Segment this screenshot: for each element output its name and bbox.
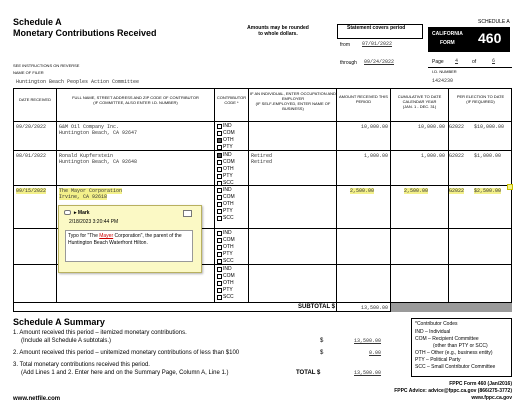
col-per-election: PER ELECTION TO DATE (IF REQUIRED) — [456, 94, 505, 104]
checkbox — [217, 238, 222, 243]
speech-bubble-icon — [64, 210, 71, 215]
fppc-advice: FPPC Advice: advice@fppc.ca.gov (866/275-3772) — [394, 388, 512, 394]
row1-address: Huntington Beach, CA 92647 — [59, 130, 138, 136]
checkbox — [217, 288, 222, 293]
checkbox — [217, 231, 222, 236]
checkbox — [217, 209, 222, 214]
through-label: through — [340, 60, 357, 66]
total-value: 13,500.00 — [354, 370, 382, 376]
summary-line1: 1. Amount received this period – itemized monetary contributions. — [13, 330, 187, 336]
page-total: 6 — [492, 58, 496, 64]
page-label: Page — [432, 59, 444, 65]
row2-employer: Retired — [251, 159, 273, 165]
row3-address: Irvine, CA 92618 — [59, 194, 108, 200]
schedule-tag: SCHEDULE A — [478, 19, 510, 25]
row1-amount: 10,000.00 — [360, 124, 388, 130]
comment-text[interactable]: Typo for "The Mayer Corporation", the parent of the Huntington Beach Waterfront Hilton. — [65, 230, 193, 262]
checkbox — [217, 160, 222, 165]
checkbox — [217, 124, 222, 129]
row2-amount: 1,000.00 — [363, 153, 388, 159]
subtotal-label: SUBTOTAL $ — [298, 304, 336, 310]
checkbox — [217, 131, 222, 136]
checkbox-checked — [217, 153, 222, 158]
checkbox — [217, 145, 222, 150]
summary-line1-sub: (Include all Schedule A subtotals.) — [21, 338, 112, 344]
checkbox — [217, 274, 222, 279]
col-occupation: IF AN INDIVIDUAL, ENTER OCCUPATION AND EMPLOYER (IF SELF-EMPLOYED, ENTER NAME OF BUSINESS) — [250, 91, 336, 111]
rounding-note: Amounts may be rounded to whole dollars. — [247, 25, 309, 37]
checkbox — [217, 167, 222, 172]
comment-datetime: 2/18/2023 3:20:44 PM — [69, 219, 119, 225]
legend-oth: OTH – Other (e.g., business entity) — [415, 350, 493, 356]
legend-ind: IND – Individual — [415, 329, 451, 335]
checkbox — [217, 216, 222, 221]
line2-dollar: $ — [320, 350, 324, 356]
row2-year: G2022 — [449, 153, 465, 159]
legend-scc: SCC – Small Contributor Committee — [415, 364, 496, 370]
col-date: DATE RECEIVED — [19, 97, 51, 102]
comment-popup[interactable] — [58, 205, 202, 273]
checkbox — [217, 174, 222, 179]
checkbox — [217, 245, 222, 250]
comment-options-icon[interactable] — [183, 210, 192, 217]
row2-address: Huntington Beach, CA 92648 — [59, 159, 138, 165]
row2-per-election: $1,000.00 — [474, 153, 502, 159]
row3-amount: 2,500.00 — [350, 188, 375, 194]
line1-dollar: $ — [320, 338, 324, 344]
summary-line2: 2. Amount received this period – unitemized monetary contributions of less than $100 — [13, 350, 240, 356]
row3-codes: IND COM OTH PTY SCC — [217, 187, 235, 222]
subtotal-value: 13,500.00 — [360, 305, 388, 311]
col-amount: AMOUNT RECEIVED THIS PERIOD — [339, 94, 388, 104]
checkbox — [217, 259, 222, 264]
checkbox — [217, 252, 222, 257]
page-number: 4 — [455, 58, 459, 64]
instructions-note: SEE INSTRUCTIONS ON REVERSE — [13, 63, 80, 68]
row4-codes: IND COM OTH PTY SCC — [217, 230, 235, 265]
row3-year: G2022 — [449, 188, 465, 194]
row3-date: 09/15/2022 — [16, 188, 47, 194]
page-of: of — [472, 59, 477, 65]
legend-com: COM – Recipient Committee — [415, 336, 479, 342]
ca-form-badge: CALIFORNIA FORM 460 — [428, 27, 510, 52]
schedule-title: Schedule A — [13, 17, 62, 27]
summary-line3: 3. Total monetary contributions received this period. — [13, 362, 150, 368]
checkbox — [217, 281, 222, 286]
schedule-subtitle: Monetary Contributions Received — [13, 28, 157, 38]
col-name: FULL NAME, STREET ADDRESS AND ZIP CODE OF CONTRIBUTOR (IF COMMITTEE, ALSO ENTER I.D. NUMBER) — [72, 95, 199, 105]
filer-name: Huntington Beach Peoples Action Committee — [16, 79, 140, 85]
line2-value: 0.00 — [369, 350, 382, 356]
comment-marker-icon[interactable] — [507, 184, 513, 190]
row2-codes: IND COM OTH PTY SCC — [217, 152, 235, 187]
from-label: from — [340, 42, 350, 48]
form-version: FPPC Form 460 (Jan/2016) — [449, 381, 512, 387]
row2-cumulative: 1,000.00 — [420, 153, 445, 159]
id-label: I.D. NUMBER — [432, 69, 457, 74]
through-date: 09/24/2022 — [364, 59, 395, 65]
period-label: Statement covers period — [347, 25, 406, 31]
legend-com-sub: (other than PTY or SCC) — [433, 343, 488, 349]
summary-title: Schedule A Summary — [13, 317, 105, 327]
row1-name: G&M Oil Company Inc. — [59, 124, 120, 130]
row5-codes: IND COM OTH PTY SCC — [217, 266, 235, 301]
summary-line3-sub: (Add Lines 1 and 2. Enter here and on the Summary Page, Column A, Line 1.) — [21, 370, 229, 376]
subtotal-shaded — [391, 303, 512, 312]
row1-codes: IND COM OTH PTY — [217, 123, 235, 151]
row3-name: The Mayor Corporation — [59, 188, 123, 194]
total-label: TOTAL $ — [296, 370, 321, 376]
comment-author: ▸ Mark — [74, 210, 90, 216]
filer-label: NAME OF FILER — [13, 70, 44, 75]
row2-occupation: Retired — [251, 153, 273, 159]
row2-date: 08/01/2022 — [16, 153, 47, 159]
row2-name: Ronald Kupferstein — [59, 153, 114, 159]
row3-cumulative: 2,500.00 — [404, 188, 429, 194]
col-cumulative: CUMULATIVE TO DATE CALENDAR YEAR (JAN. 1 - DEC. 31) — [397, 94, 442, 109]
checkbox — [217, 295, 222, 300]
legend-title: *Contributor Codes — [415, 321, 458, 327]
row1-date: 09/20/2022 — [16, 124, 47, 130]
from-date: 07/01/2022 — [362, 41, 393, 47]
checkbox — [217, 195, 222, 200]
checkbox — [217, 181, 222, 186]
row1-per-election: $10,000.00 — [474, 124, 505, 130]
id-number: 1424230 — [432, 78, 454, 84]
row1-year: G2022 — [449, 124, 465, 130]
fppc-website: www.fppc.ca.gov — [471, 395, 512, 401]
row3-per-election: $2,500.00 — [474, 188, 502, 194]
netfile-site: www.netfile.com — [13, 396, 61, 402]
col-code: CONTRIBUTOR CODE * — [216, 95, 247, 105]
line1-value: 13,500.00 — [354, 338, 382, 344]
row1-cumulative: 10,000.00 — [417, 124, 445, 130]
legend-pty: PTY – Political Party — [415, 357, 461, 363]
checkbox-checked — [217, 138, 222, 143]
checkbox — [217, 267, 222, 272]
checkbox — [217, 188, 222, 193]
checkbox — [217, 202, 222, 207]
